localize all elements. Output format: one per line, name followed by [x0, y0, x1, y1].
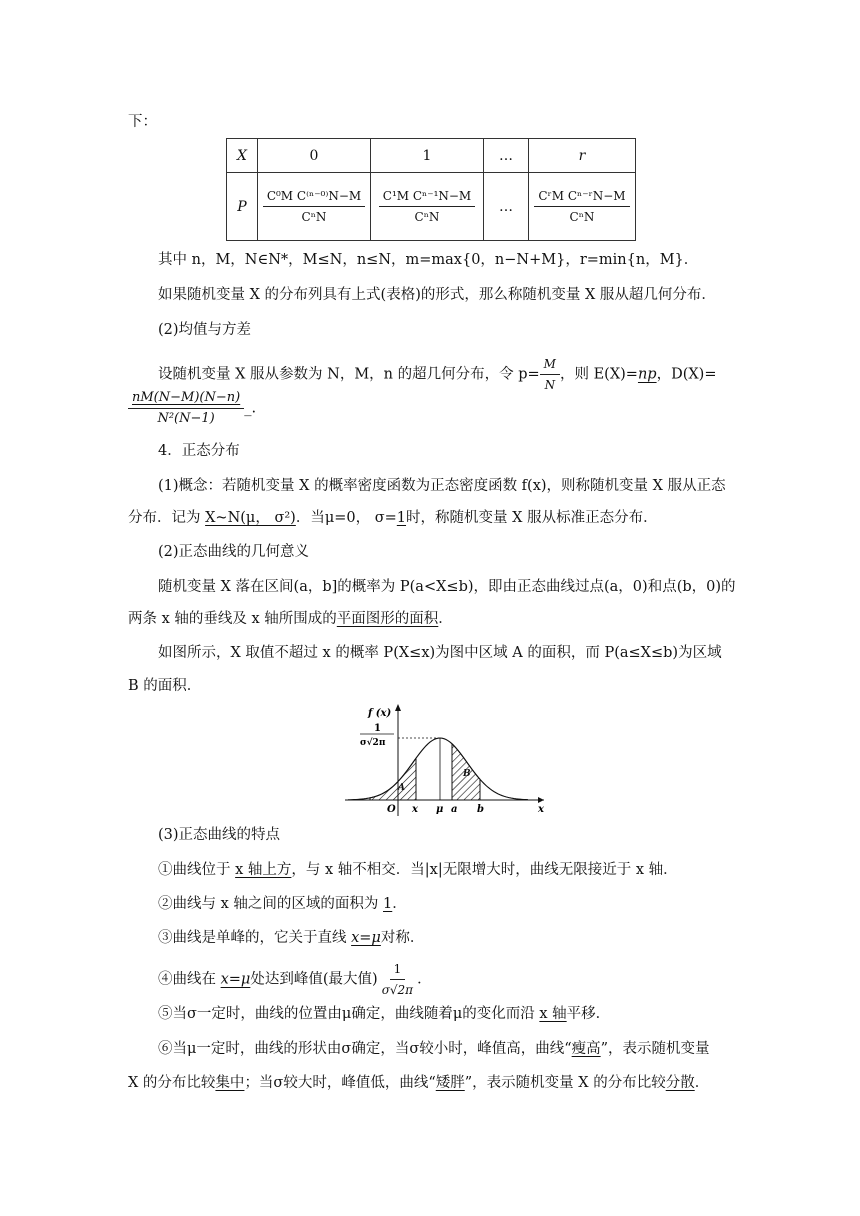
geo-b1: 两条 x 轴的垂线及 x 轴所围成的: [128, 611, 337, 627]
table-cell-p0: [258, 173, 371, 241]
intro-text: 下：: [128, 114, 157, 130]
f4-end: ．: [417, 971, 432, 988]
mu-tick-label: μ: [436, 804, 444, 815]
f7-e: ”，表示随机变量 X 的分布比较: [464, 1075, 666, 1091]
feature-5: [158, 1004, 610, 1024]
heading-normal: 4．正态分布: [158, 443, 240, 459]
f4-a: ④曲线在: [158, 971, 221, 988]
table-row-label-p: P: [227, 173, 258, 241]
f2-c: ．: [392, 896, 407, 912]
p1-numerator: C¹M Cⁿ⁻¹N−M: [379, 188, 475, 207]
table-cell-dots: …: [484, 173, 529, 241]
origin-label: O: [387, 804, 396, 815]
table-row: [227, 173, 636, 241]
paragraph-mean: [158, 356, 717, 393]
concept-b3: ．当μ=0， σ=: [295, 510, 397, 526]
mean-np: np: [637, 366, 657, 383]
f6-a: ⑥当μ一定时，曲线的形状由σ确定，当σ较小时，峰值高，曲线“: [158, 1041, 572, 1057]
feature-4: [158, 961, 432, 998]
f1-b: x 轴上方: [235, 862, 292, 878]
p-frac-num: M: [540, 356, 560, 375]
f7-a: X 的分布比较: [128, 1075, 216, 1091]
f4-num: 1: [390, 961, 406, 980]
peak-fraction: [378, 961, 417, 998]
heading-mean-variance: (2)均值与方差: [158, 322, 252, 338]
table-header-0: 0: [258, 139, 371, 173]
region-b-label: B: [463, 769, 471, 779]
f7-f: 分散: [665, 1075, 695, 1091]
mean-text-b: ，则 E(X)=: [559, 366, 638, 383]
paragraph-constraints: 其中 n，M，N∈N*，M≤N，n≤N，m=max{0，n−N+M}，r=min{n，M}．: [158, 252, 699, 268]
fx-label: f (x): [368, 708, 392, 719]
f4-c: 处达到峰值(最大值): [250, 971, 378, 988]
f7-b: 集中: [215, 1075, 245, 1091]
f7-c: ；当σ较大时，峰值低，曲线“: [244, 1075, 436, 1091]
geo-b3: ．: [438, 611, 453, 627]
paragraph-definition: 如果随机变量 X 的分布列具有上式(表格)的形式，那么称随机变量 X 服从超几何分布．: [158, 287, 716, 303]
paragraph-figure-b: B 的面积．: [128, 678, 202, 694]
peak-num: 1: [374, 723, 381, 734]
table-header-1: 1: [371, 139, 484, 173]
a-tick-label: a: [451, 804, 458, 815]
mean-text-a: 设随机变量 X 服从参数为 N，M，n 的超几何分布，令 p=: [158, 366, 540, 383]
f6-b: 瘦高: [571, 1041, 601, 1057]
concept-notation: X~N(μ， σ²): [205, 510, 296, 526]
feature-6: [158, 1039, 710, 1059]
variance-den: N²(N−1): [157, 411, 215, 426]
table-header-r: r: [529, 139, 636, 173]
heading-features: (3)正态曲线的特点: [158, 827, 281, 843]
concept-b1: 分布．记为: [128, 510, 206, 526]
concept-sigma-one: 1: [396, 510, 407, 526]
x-tick-label: x: [412, 804, 418, 815]
f7-d: 矮胖: [435, 1075, 465, 1091]
f3-b: x=μ: [351, 930, 381, 946]
region-a: [370, 758, 416, 800]
p0-denominator: CⁿN: [301, 210, 327, 224]
mean-text-c: ，D(X)=: [656, 366, 717, 383]
feature-1: [158, 860, 678, 880]
table-header-dots: …: [484, 139, 529, 173]
table-cell-pr: [529, 173, 636, 241]
region-a-label: A: [398, 783, 405, 793]
f3-a: ③曲线是单峰的，它关于直线: [158, 930, 352, 946]
f4-b: x=μ: [220, 971, 251, 988]
f5-b: x 轴: [539, 1006, 567, 1022]
table-header-x: X: [227, 139, 258, 173]
paragraph-geo-a: 随机变量 X 落在区间(a，b]的概率为 P(a<X≤b)，即由正态曲线过点(a，0)和点(b，0)的: [158, 579, 736, 595]
peak-den: σ√2π: [360, 738, 386, 748]
f5-c: 平移．: [566, 1006, 611, 1022]
x-axis-label: x: [538, 804, 544, 815]
paragraph-geo-b: [128, 609, 453, 629]
variance-num: nM(N−M)(N−n): [128, 390, 244, 409]
paragraph-concept-b: [128, 508, 658, 528]
distribution-table: [226, 138, 636, 241]
p-fraction: [540, 356, 560, 393]
variance-formula: [128, 390, 256, 427]
feature-3: [158, 928, 424, 948]
f2-b: 1: [383, 896, 393, 912]
p1-denominator: CⁿN: [414, 210, 440, 224]
variance-end: _.: [244, 400, 257, 417]
feature-2: [158, 894, 407, 914]
concept-b5: 时，称随机变量 X 服从标准正态分布．: [406, 510, 658, 526]
paragraph-concept-a: (1)概念：若随机变量 X 的概率密度函数为正态密度函数 f(x)，则称随机变量 X 服从正态: [158, 478, 726, 494]
f3-c: 对称．: [380, 930, 425, 946]
f7-g: ．: [694, 1075, 710, 1091]
feature-6-cont: [128, 1073, 709, 1093]
pr-numerator: CʳM Cⁿ⁻ʳN−M: [534, 188, 629, 207]
f4-den: σ√2π: [381, 983, 414, 997]
table-row: [227, 139, 636, 173]
table-cell-p1: [371, 173, 484, 241]
f1-a: ①曲线位于: [158, 862, 236, 878]
p0-numerator: C⁰M C⁽ⁿ⁻⁰⁾N−M: [263, 188, 365, 207]
f5-a: ⑤当σ一定时，曲线的位置由μ确定，曲线随着μ的变化而沿: [158, 1006, 540, 1022]
geo-area: 平面图形的面积: [336, 611, 439, 627]
normal-curve-figure: [330, 700, 550, 820]
heading-geometric: (2)正态曲线的几何意义: [158, 544, 310, 560]
f6-c: ”，表示随机变量: [600, 1041, 710, 1057]
f1-c: ，与 x 轴不相交．当|x|无限增大时，曲线无限接近于 x 轴．: [291, 862, 678, 878]
b-tick-label: b: [477, 804, 484, 815]
f2-a: ②曲线与 x 轴之间的区域的面积为: [158, 896, 384, 912]
p-frac-den: N: [544, 378, 556, 392]
pr-denominator: CⁿN: [569, 210, 595, 224]
paragraph-figure-a: 如图所示，X 取值不超过 x 的概率 P(X≤x)为图中区域 A 的面积，而 P(a≤X≤b)为区域: [158, 645, 722, 661]
variance-fraction: [128, 390, 244, 427]
